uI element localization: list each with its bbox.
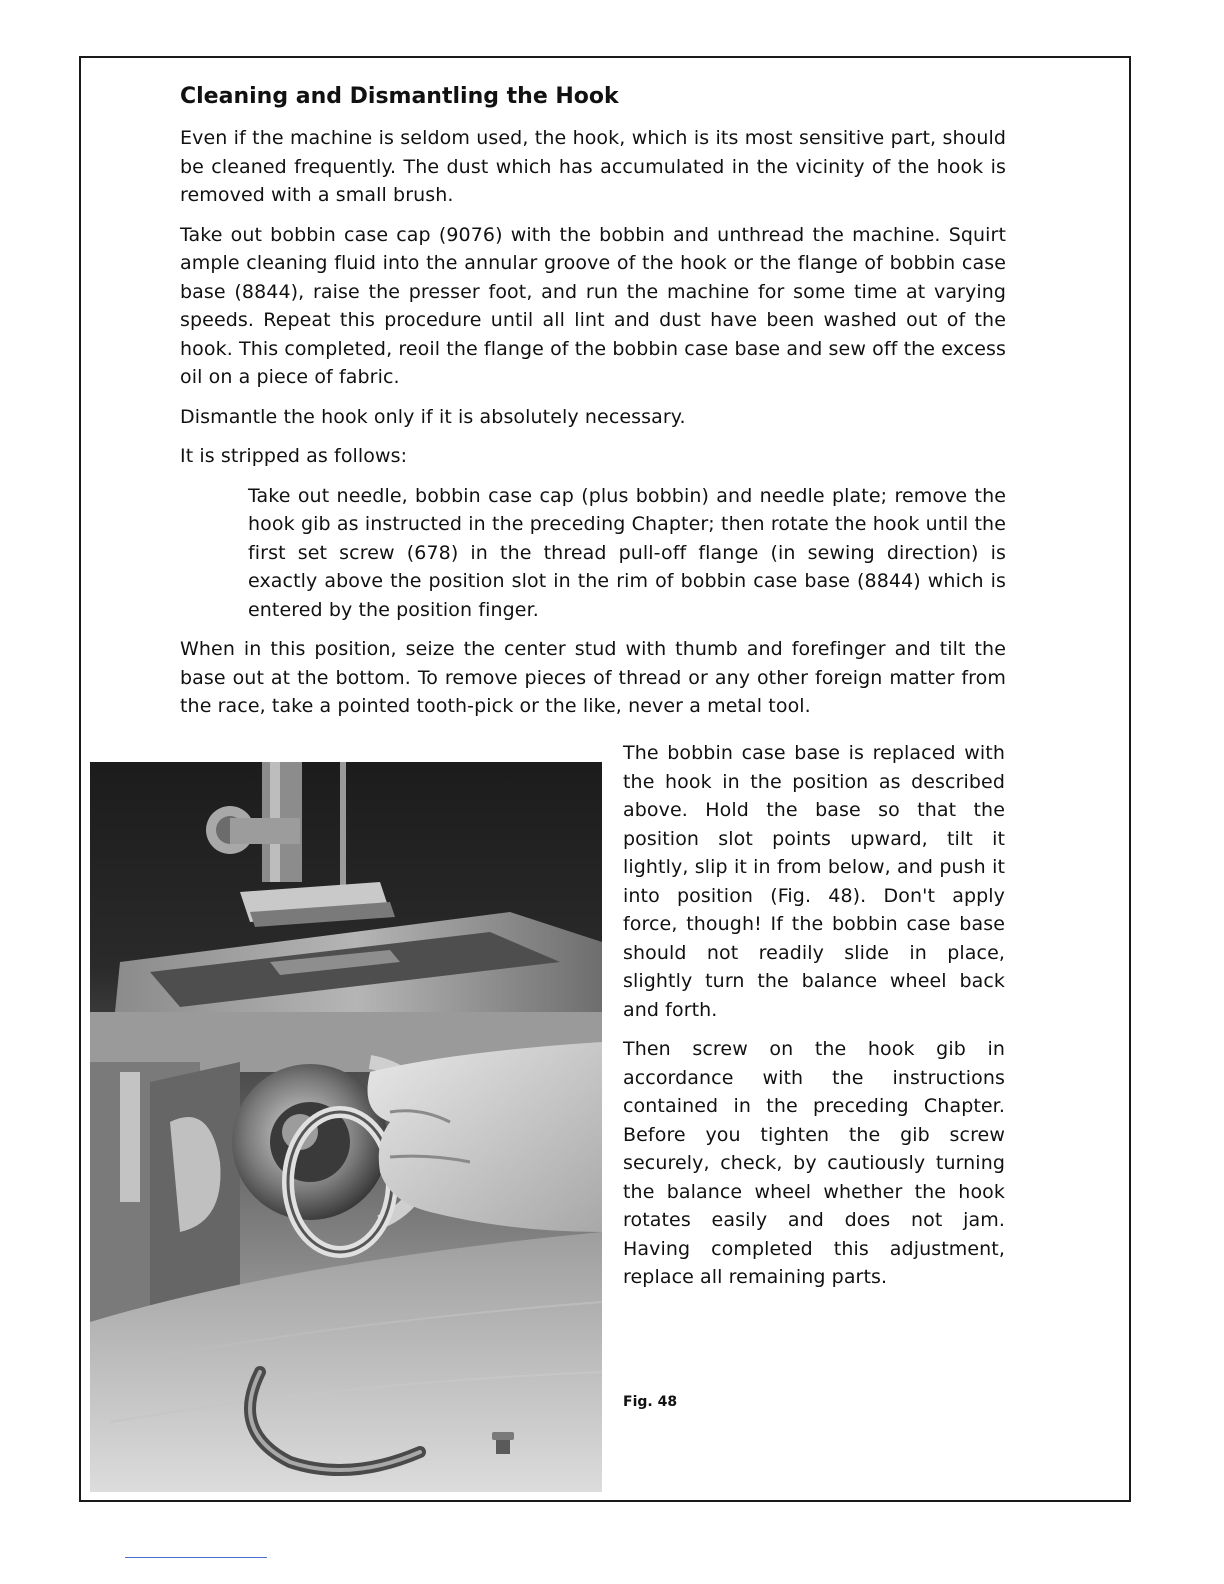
section-heading: Cleaning and Dismantling the Hook <box>180 84 619 109</box>
paragraph-screw-gib: Then screw on the hook gib in accordance with the instructions contained in the preceding Chapter. Before you tighten the gib screw securely, check, by cautiously turning the balance wheel whether the hook rotates easily and does not jam. Having completed this adjustment, replace all remaining parts. <box>623 1038 1005 1288</box>
footer-link-underline <box>125 1557 267 1558</box>
main-text-block <box>180 82 1006 732</box>
paragraph-tilt-base: When in this position, seize the center stud with thumb and forefinger and tilt the base out at the bottom. To remove pieces of thread or any other foreign matter from the race, take a pointed tooth-pick or the like, never a metal tool. <box>180 638 1006 717</box>
figure-caption: Fig. 48 <box>623 1394 678 1410</box>
paragraph-stripping-steps: Take out needle, bobbin case cap (plus bobbin) and needle plate; remove the hook gib as instructed in the preceding Chapter; then rotate the hook until the first set screw (678) in the thread pull-off flange (in sewing direction) is exactly above the position slot in the rim of bobbin case base (8844) which is entered by the position finger. <box>248 484 1006 621</box>
figure-48-photo <box>90 762 602 1492</box>
paragraph-stripping-intro: It is stripped as follows: <box>180 445 408 467</box>
paragraph-cleaning-intro: Even if the machine is seldom used, the hook, which is its most sensitive part, should be cleaned frequently. The dust which has accumulated in the vicinity of the hook is removed with a small brush. <box>180 127 1006 206</box>
paragraph-cleaning-procedure: Take out bobbin case cap (9076) with the bobbin and unthread the machine. Squirt ample cleaning fluid into the annular groove of the hook or the flange of bobbin case base (8844), raise the presser foot, and run the machine for some time at varying speeds. Repeat this procedure until all lint and dust have been washed out of the hook. This completed, reoil the flange of the bobbin case base and sew off the excess oil on a piece of fabric. <box>180 223 1006 388</box>
paragraph-replace-base: The bobbin case base is replaced with the hook in the position as described above. Hold the base so that the position slot points upward, tilt it lightly, slip it in from below, and push it into position (Fig. 48). Don't apply force, though! If the bobbin case base should not readily slide in place, slightly turn the balance wheel back and forth. <box>623 742 1005 1021</box>
sewing-machine-hook-illustration <box>90 762 602 1492</box>
side-text-block <box>623 739 1005 1303</box>
paragraph-dismantle-note: Dismantle the hook only if it is absolutely necessary. <box>180 405 686 428</box>
